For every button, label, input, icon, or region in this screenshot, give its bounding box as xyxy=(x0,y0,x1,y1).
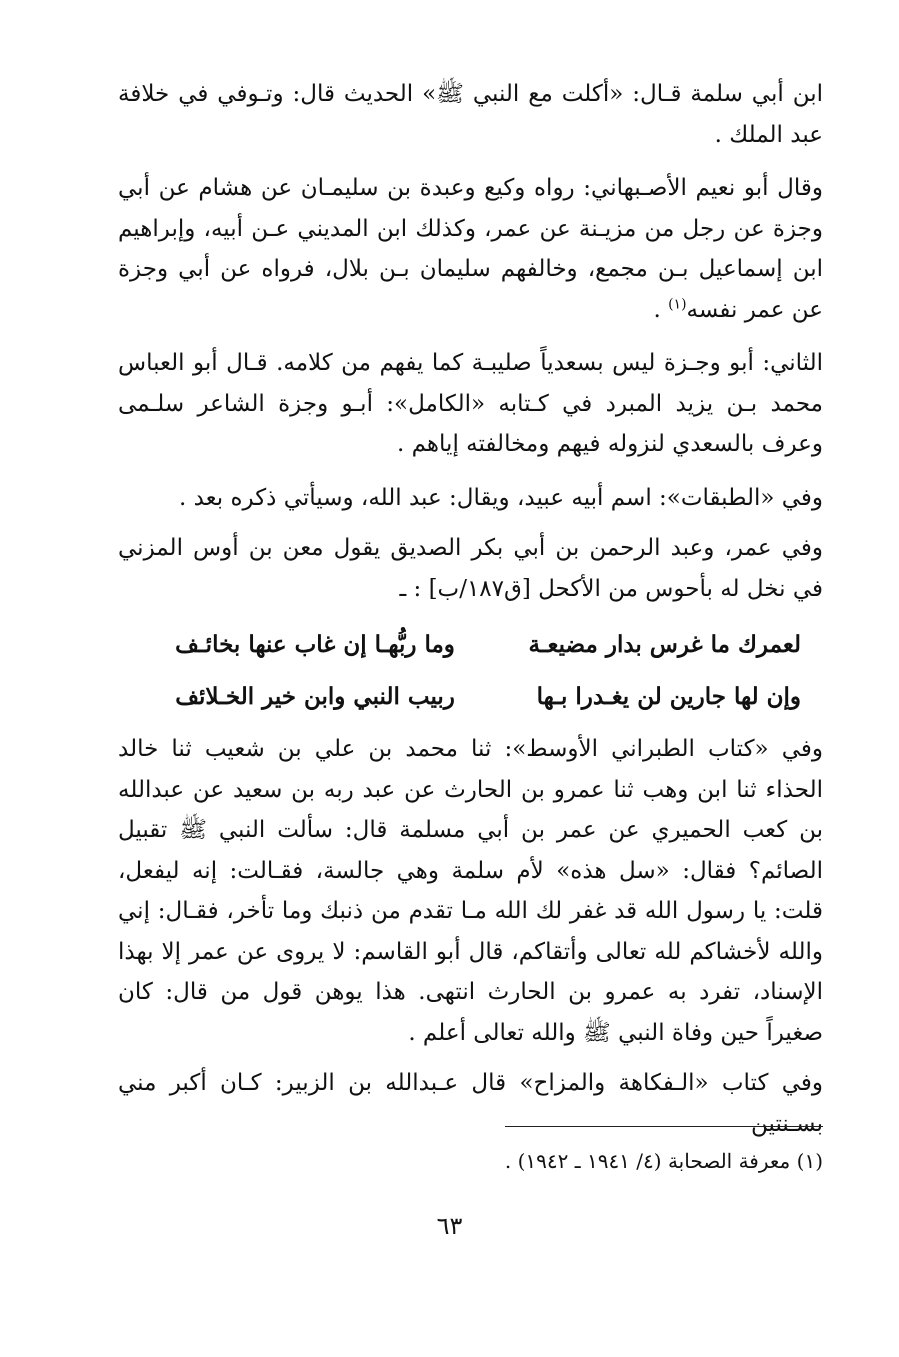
poem-verse-2 xyxy=(118,671,823,723)
footnote-reference[interactable]: (١) xyxy=(668,295,687,312)
verse-1-first-hemistich: لعمرك ما غرس بدار مضيعـة xyxy=(528,630,801,658)
paragraph-2-tail: . xyxy=(653,296,669,323)
verse-2-first-hemistich: وإن لها جارين لن يغـدرا بـها xyxy=(536,682,801,710)
poem xyxy=(118,619,823,723)
page-number: ٦٣ xyxy=(436,1212,463,1240)
paragraph-7: وفي كتاب «الـفكاهة والمزاح» قال عـبدالله بن الزبير: كـان أكبر مني بسـنتين xyxy=(118,1070,823,1137)
verse-1-second-hemistich: وما ربُّهـا إن غاب عنها بخائـف xyxy=(175,630,455,658)
verse-2-second-hemistich: ربيب النبي وابن خير الخـلائف xyxy=(175,682,455,710)
poem-verse-1 xyxy=(118,619,823,671)
paragraph-5: وفي عمر، وعبد الرحمن بن أبي بكر الصديق يقول معن بن أوس المزني في نخل له بأحوس من الأكحل [ق١٨٧/ب] : ـ xyxy=(118,535,823,602)
paragraph-1: ابن أبي سلمة قـال: «أكلت مع النبي ﷺ» الحديث قال: وتـوفي في خلافة عبد الملك . xyxy=(118,81,823,148)
paragraph-4: وفي «الطبقات»: اسم أبيه عبيد، ويقال: عبد الله، وسيأتي ذكره بعد . xyxy=(178,484,823,511)
paragraph-6: وفي «كتاب الطبراني الأوسط»: ثنا محمد بن علي بن شعيب ثنا خالد الحذاء ثنا ابن وهب ثنا عمرو بن الحارث عن عبد ربه بن سعيد عن عبدالله بن كعب الحميري عن عمر بن أبي مسلمة قال: سألت النبي ﷺ تقبيل الصائم؟ فقال: «سل هذه» لأم سلمة وهي جالسة، فقـالت: إنه ليفعل، قلت: يا رسول الله قد غفر لك الله مـا تقدم من ذنبك وما تأخر، فقـال: إني والله لأخشاكم لله تعالى وأتقاكم، قال أبو القاسم: لا يروى عن عمر إلا بهذا الإسناد، تفرد به عمرو بن الحارث انتهى. هذا يوهن قول من قال: كان صغيراً حين وفاة النبي ﷺ والله تعالى أعلم . xyxy=(118,736,824,1046)
paragraph-2 xyxy=(118,168,823,330)
main-text xyxy=(118,74,823,1157)
footnote-divider xyxy=(505,1126,823,1127)
paragraph-2-text: وقال أبو نعيم الأصـبهاني: رواه وكيع وعبدة بن سليمـان عن هشام عن أبي وجزة عن رجل من مزيـنة عن عمر، وكذلك ابن المديني عـن أبيه، وإبراهيم ابن إسماعيل بـن مجمع، وخالفهم سليمان بـن بلال، فرواه عن أبي وجزة عن عمر نفسه xyxy=(118,175,823,323)
paragraph-3: الثاني: أبو وجـزة ليس بسعدياً صليبـة كما يفهم من كلامه. قـال أبو العباس محمد بـن يزيد المبرد في كـتابه «الكامل»: أبـو وجزة الشاعر سلـمى وعرف بالسعدي لنزوله فيهم ومخالفته إياهم . xyxy=(118,350,823,457)
footnote: (١) معرفة الصحابة (٤/ ١٩٤١ ـ ١٩٤٢) . xyxy=(504,1149,823,1173)
